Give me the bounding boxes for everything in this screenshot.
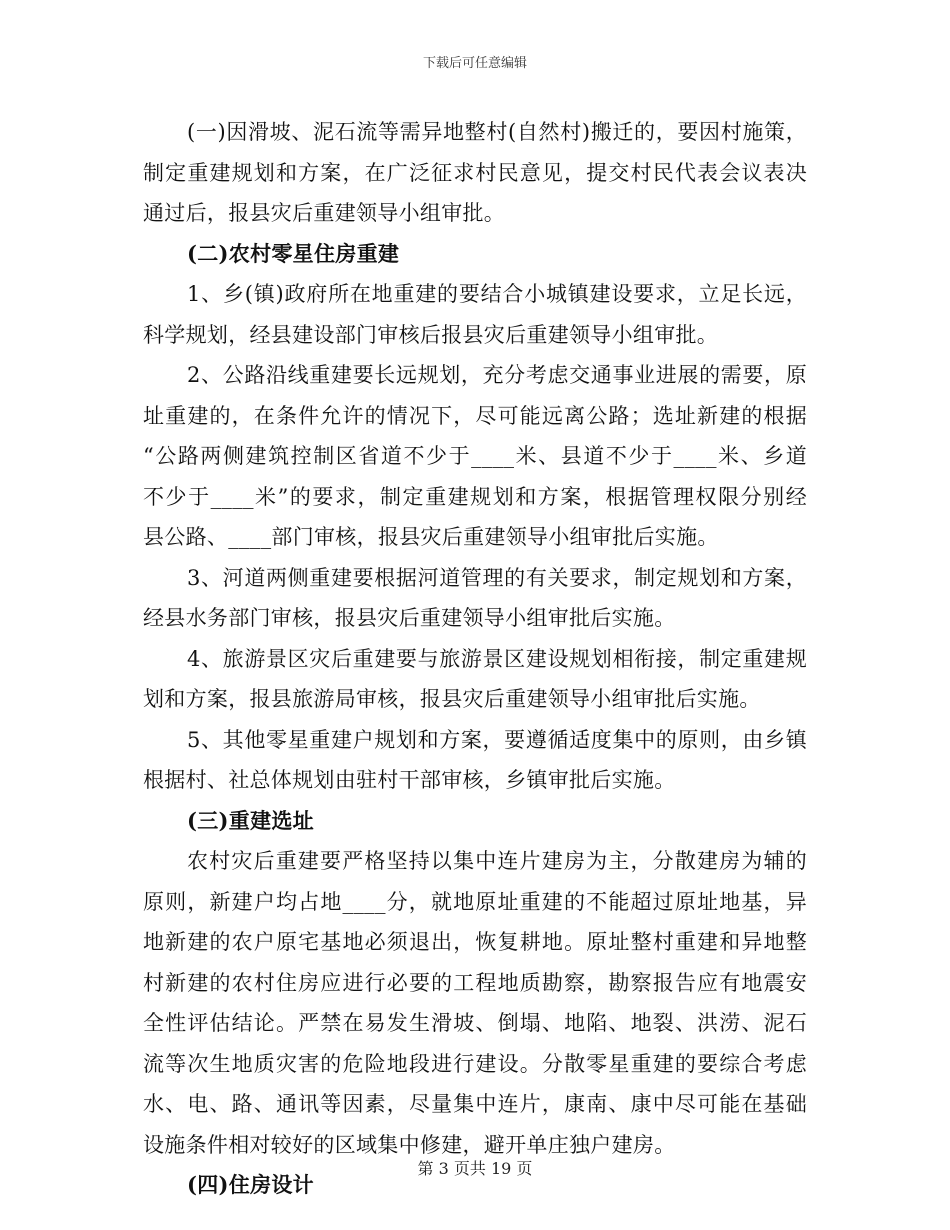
paragraph-line: 原则，新建户均占地____分，就地原址重建的不能超过原址地基，异 [143,889,807,914]
paragraph-line: (一)因滑坡、泥石流等需异地整村(自然村)搬迁的，要因村施策， [187,120,807,144]
paragraph-line: 根据村、社总体规划由驻村干部审核，乡镇审批后实施。 [143,768,676,792]
paragraph-line: 地新建的农户原宅基地必须退出，恢复耕地。原址整村重建和异地整 [143,930,807,954]
paragraph-line: 农村灾后重建要严格坚持以集中连片建房为主，分散建房为辅的 [187,849,807,873]
paragraph-line: 3、河道两侧重建要根据河道管理的有关要求，制定规划和方案， [187,565,807,590]
paragraph-line: 制定重建规划和方案，在广泛征求村民意见，提交村民代表会议表决 [143,160,807,185]
paragraph-line: 通过后，报县灾后重建领导小组审批。 [143,201,506,225]
document-body [143,112,807,1206]
paragraph-line: “公路两侧建筑控制区省道不少于____米、县道不少于____米、乡道 [143,444,807,468]
paragraph-line: 村新建的农村住房应进行必要的工程地质勘察，勘察报告应有地震安 [143,970,807,995]
paragraph-line: 水、电、路、通讯等因素，尽量集中连片，康南、康中尽可能在基础 [143,1092,807,1116]
paragraph-line: 科学规划，经县建设部门审核后报县灾后重建领导小组审批。 [143,322,719,347]
section-heading: (三)重建选址 [187,807,314,833]
paragraph-line: 流等次生地质灾害的危险地段进行建设。分散零星重建的要综合考虑 [143,1051,807,1076]
paragraph-line: 划和方案，报县旅游局审核，报县灾后重建领导小组审批后实施。 [143,687,761,711]
paragraph-line: 经县水务部门审核，报县灾后重建领导小组审批后实施。 [143,606,676,630]
paragraph-line: 4、旅游景区灾后重建要与旅游景区建设规划相衔接，制定重建规 [187,646,807,671]
paragraph-line: 不少于____米”的要求，制定重建规划和方案，根据管理权限分别经 [143,484,807,509]
paragraph-line: 县公路、____部门审核，报县灾后重建领导小组审批后实施。 [143,525,719,549]
paragraph-line: 1、乡(镇)政府所在地重建的要结合小城镇建设要求，立足长远， [187,282,807,306]
page-number: 第 3 页共 19 页 [417,1159,533,1178]
page-header: 下载后可任意编辑 [422,56,527,71]
paragraph-line: 全性评估结论。严禁在易发生滑坡、倒塌、地陷、地裂、洪涝、泥石 [143,1011,807,1035]
paragraph-line: 2、公路沿线重建要长远规划，充分考虑交通事业进展的需要，原 [187,363,807,387]
section-heading: (四)住房设计 [187,1172,314,1197]
paragraph-line: 5、其他零星重建户规划和方案，要遵循适度集中的原则，由乡镇 [187,727,807,752]
paragraph-line: 设施条件相对较好的区域集中修建，避开单庄独户建房。 [143,1132,676,1157]
section-heading: (二)农村零星住房重建 [187,240,400,266]
paragraph-line: 址重建的，在条件允许的情况下，尽可能远离公路；选址新建的根据 [143,403,807,428]
